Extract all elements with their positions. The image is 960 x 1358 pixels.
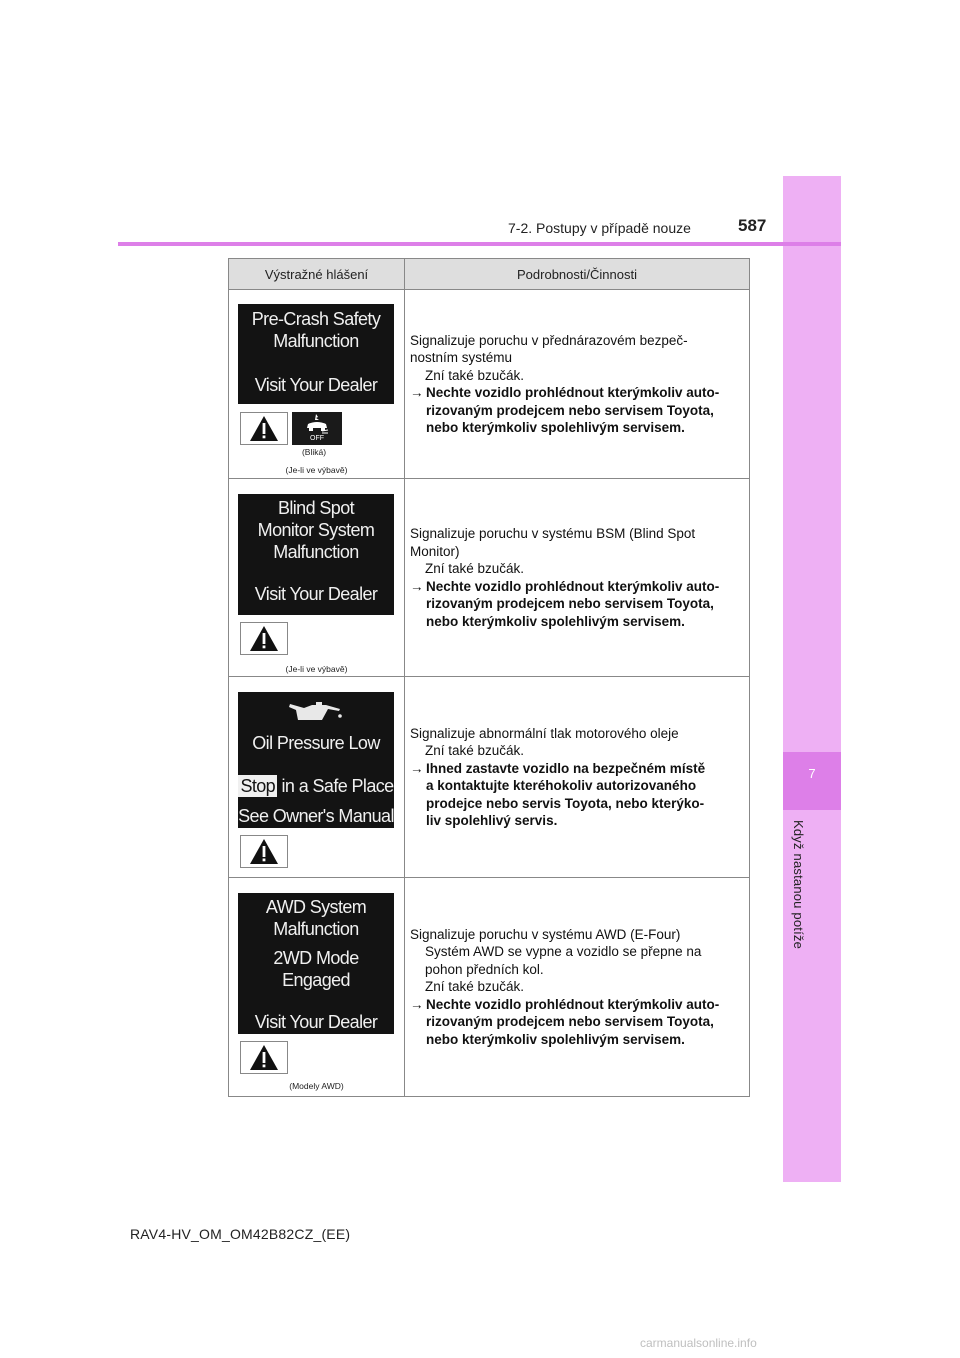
screen-text-line: Monitor System [257,520,375,540]
screen-text-line: See Owner's Manual [238,806,394,826]
pre-crash-off-icon [292,412,342,445]
table-row [229,878,750,1097]
message-details-cell [405,677,750,878]
message-image-cell [229,677,405,878]
buzzer-note: Zní také bzučák. [425,367,525,383]
message-image-cell [229,290,405,479]
action-text: Ihned zastavte vozidlo na bezpečném místě [426,760,706,776]
screen-text-line: Malfunction [273,542,359,562]
table-row [229,290,750,479]
equipment-note: (Modely AWD) [289,1081,344,1091]
action-text: Nechte vozidlo prohlédnout kterýmkoliv auto- [426,385,720,400]
buzzer-note: Zní také bzučák. [425,743,525,758]
screen-text-line: Visit Your Dealer [254,584,378,604]
action-text: rizovaným prodejcem nebo servisem Toyota, [426,402,714,418]
table-header-row [229,259,750,290]
indicator-icons [240,622,404,655]
indicator-icons [240,1041,404,1074]
detail-text: Signalizuje abnormální tlak motorového oleje [410,725,679,741]
equipment-note: (Je-li ve výbavě) [285,664,348,674]
arrow-icon: → [410,996,424,1012]
screen-text-line: Engaged [282,970,350,990]
screen-text-line [238,775,394,797]
message-details-cell [405,479,750,677]
indicator-icons [240,835,404,868]
screen-text-line: Malfunction [273,919,359,939]
screen-text-line: Pre-Crash Safety [251,309,381,329]
chapter-number-tab [783,752,841,810]
stop-highlight: Stop [240,776,276,796]
chapter-side-tab [783,176,841,1182]
warning-triangle-icon [240,1041,288,1074]
display-screen-precrash [238,304,394,404]
message-image-cell [229,878,405,1097]
screen-text-line: Malfunction [273,331,359,351]
buzzer-note: Zní také bzučák. [425,979,525,995]
screen-text-line: 2WD Mode [273,948,359,968]
warning-triangle-icon [240,835,288,868]
oil-can-icon [238,692,394,732]
chapter-number: 7 [808,766,816,781]
action-text: nebo kterýmkoliv spolehlivým servisem. [426,613,685,629]
screen-text-line: Blind Spot [277,498,355,518]
table-row [229,677,750,878]
table-row [229,479,750,677]
screen-text-line: Oil Pressure Low [252,733,380,753]
action-text: nebo kterýmkoliv spolehlivým servisem. [426,1031,685,1047]
column-header-message: Výstražné hlášení [229,259,405,290]
action-instruction [410,996,744,1049]
watermark: carmanualsonline.info [640,1336,757,1350]
document-code: RAV4-HV_OM_OM42B82CZ_(EE) [130,1226,351,1242]
arrow-icon: → [410,760,424,776]
detail-subtext: pohon předních kol. [425,961,544,977]
warning-messages-table [228,258,750,1097]
section-title: 7-2. Postupy v případě nouze [508,220,691,236]
screen-text-line: Visit Your Dealer [254,375,378,395]
screen-text-line: Visit Your Dealer [254,1012,378,1032]
action-text: nebo kterýmkoliv spolehlivým servisem. [426,420,685,435]
indicator-icons [240,412,404,445]
action-text: a kontaktujte kteréhokoliv autorizovaného [426,778,697,793]
detail-text: Monitor) [410,543,460,559]
warning-triangle-icon [240,412,288,445]
buzzer-note: Zní také bzučák. [425,561,525,576]
action-text: liv spolehlivý servis. [426,813,558,828]
message-details-cell [405,290,750,479]
detail-text: Signalizuje poruchu v systému BSM (Blind Spot [410,526,696,541]
action-instruction [410,384,744,437]
page-number: 587 [738,216,767,235]
display-screen-bsm [238,494,394,615]
detail-text: Signalizuje poruchu v přednárazovém bezpeč- [410,332,688,348]
header-rule [118,242,841,246]
screen-text-line: AWD System [265,897,367,917]
arrow-icon: → [410,578,424,594]
action-text: rizovaným prodejcem nebo servisem Toyota, [426,1014,714,1030]
screen-text: in a Safe Place [277,776,394,796]
action-instruction [410,760,744,830]
detail-text: Signalizuje poruchu v systému AWD (E-Four) [410,926,681,942]
display-screen-awd [238,893,394,1034]
detail-subtext: Systém AWD se vypne a vozidlo se přepne na [425,944,702,960]
action-instruction [410,578,744,631]
arrow-icon: → [410,385,424,400]
display-screen-oil [238,692,394,828]
equipment-note: (Je-li ve výbavě) [285,465,348,475]
blinking-note: (Bliká) [301,447,327,457]
message-details-cell [405,878,750,1097]
column-header-details: Podrobnosti/Činnosti [405,259,750,290]
chapter-label: Když nastanou potíže [791,820,806,950]
action-text: Nechte vozidlo prohlédnout kterýmkoliv auto- [426,996,720,1012]
action-text: prodejce nebo servis Toyota, nebo kterýko- [426,795,705,811]
action-text: Nechte vozidlo prohlédnout kterýmkoliv auto- [426,578,720,594]
off-label: OFF [310,435,324,442]
action-text: rizovaným prodejcem nebo servisem Toyota, [426,596,714,611]
detail-text: nostním systému [410,350,513,365]
message-image-cell [229,479,405,677]
warning-triangle-icon [240,622,288,655]
